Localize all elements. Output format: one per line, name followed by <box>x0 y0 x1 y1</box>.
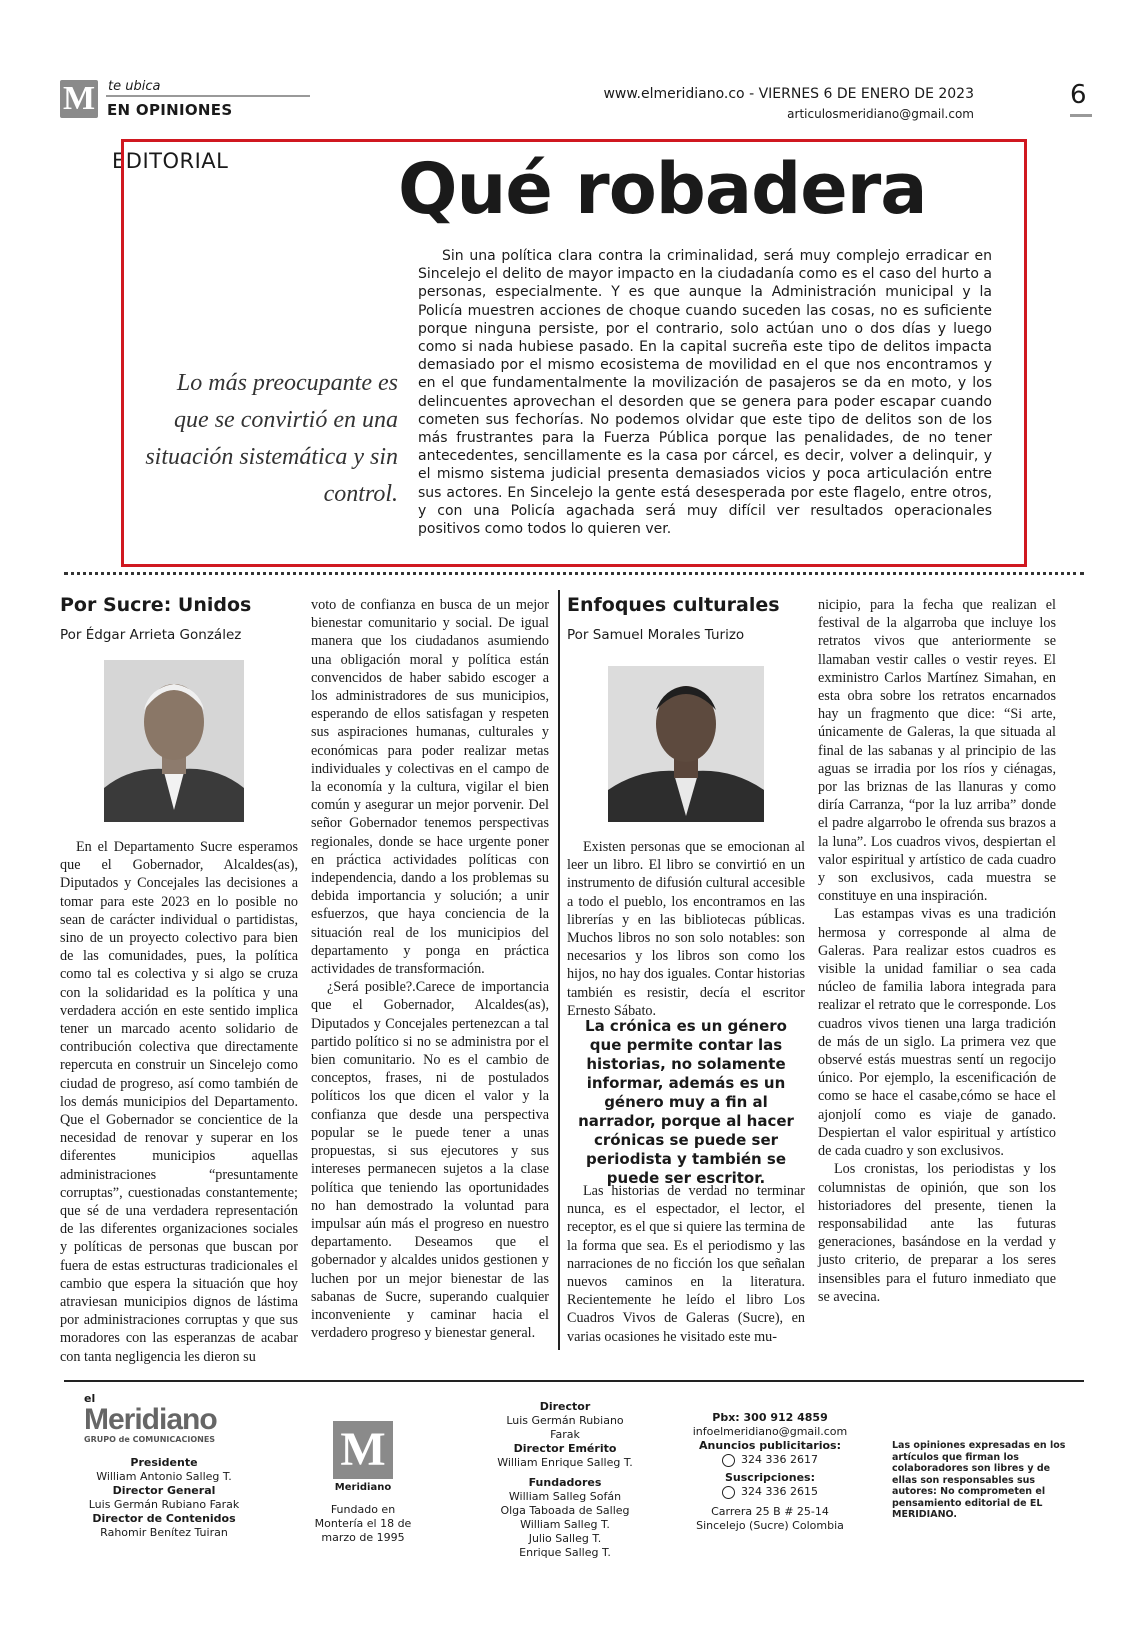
tagline: te ubica <box>108 79 161 94</box>
fundador-5: Enrique Salleg T. <box>519 1546 611 1559</box>
column1-paragraph-1: En el Departamento Sucre esperamos que el Gobernador, Alcaldes(as), Diputados y Concejales las decisiones a tomar para este 2023 en lo posible no sean de carácter individual o partidistas, sino de un proyecto colectivo para bien de las comunidades, pues, la política como tal es colectiva y si algo se cruza con la solidaridad es la política y una verdadera acción en este sentido implica tener un marcado acento solidario de contribución colectiva que directamente repercuta en construir un Sincelejo como ciudad de progreso, así como también de los demás municipios del Departamento. Que el Gobernador se concientice de la necesidad de renovar y superar en los diferentes municipios aquellas administraciones “presuntamente corruptas”, cuestionadas constantemente; que sé de una verdadera representación de las diferentes organizaciones sociales y políticas de personas que buscan por fuera de estas estructuras tradicionales el cambio que espera la situación que hoy atraviesan municipios dignos de lástima por administraciones corruptas y que sus moradores con las esperanzas de acabar con tanta negligencia les dieron su <box>60 839 298 1365</box>
address-line-1: Carrera 25 B # 25-14 <box>711 1505 829 1518</box>
director-label: Director <box>539 1400 591 1413</box>
fundador-2: Olga Taboada de Salleg <box>500 1504 630 1517</box>
opinion-disclaimer: Las opiniones expresadas en los artículos que firman los colaboradores son libres y de ellas son responsables sus autores: No comprometen el pensamiento editorial de EL MERIDIANO. <box>892 1440 1066 1520</box>
column2-paragraph-4: Las estampas vivas es una tradición hermosa y corresponde al alma de Galeras. Para realizar estos cuadros es visible la unidad familiar o sea cada núcleo de familia labora integrada para realizar el retrato que le corresponde. Los cuadros vivos tienen una larga tradición de más de un siglo. La primera vez que observé estás muestras sentí un regocijo único. Por ejemplo, la escenificación de como se hace el casabe,cómo se hace el ajonjolí como es viaje de ganado. Despiertan el valor espiritual y artístico de cada cuadro y son exclusivos. <box>818 906 1056 1160</box>
page-number-rule <box>1070 114 1092 117</box>
whatsapp-icon <box>722 1486 735 1499</box>
address-line-2: Sincelejo (Sucre) Colombia <box>696 1519 844 1532</box>
author-photo-morales <box>608 666 764 822</box>
editorial-label: EDITORIAL <box>112 149 229 173</box>
column1-paragraph-3: ¿Será posible?.Carece de importancia que el Gobernador, Alcaldes(as), Diputados y Concejales pertenezcan a tal partido político si no se administra por el bien comunitario. No es el cambio de conceptos, frases, ni de postulados políticos los que dicen el valor y la confianza que desde una perspectiva popular se le puede tener a unas propuestas, si sus ejecutores y sus intereses permanecen sujetos a la clase política que teniendo las oportunidades no han demostrado la voluntad para impulsar aún más el progreso en nuestro departamento. Deseamos que el gobernador y alcaldes unidos gestionen y luchen por un mejor bienestar de las sabanas de Sucre, superando cualquier inconveniente y caminar hacia el verdadero progreso y bienestar general. <box>311 979 549 1342</box>
column2-text-right <box>818 596 1056 1306</box>
column-separator <box>558 590 560 1350</box>
column2-paragraph-2: Las historias de verdad no terminar nunca, es el espectador, el lector, el receptor, es el que si quiere las termina de la forma que sea. Es el periodismo y las narraciones de no ficción los que señalan nuevos caminos en la literatura. Recientemente he leído el libro Los Cuadros Vivos de Galeras (Sucre), en varias ocasiones he visitado este mu- <box>567 1183 805 1345</box>
fundadores-label: Fundadores <box>528 1476 602 1489</box>
founded-note: Fundado en Montería el 18 de marzo de 1995 <box>314 1503 412 1544</box>
column2-byline: Por Samuel Morales Turizo <box>567 627 745 643</box>
brand-small-text: el <box>84 1392 96 1405</box>
page-number: 6 <box>1070 80 1087 110</box>
column1-text-right <box>311 596 549 1342</box>
info-email: infoelmeridiano@gmail.com <box>692 1425 848 1438</box>
whatsapp-icon <box>722 1454 735 1467</box>
site-and-date: www.elmeridiano.co - VIERNES 6 DE ENERO DE 2023 <box>603 86 974 102</box>
fundador-1: William Salleg Sofán <box>508 1490 622 1503</box>
footer-brand <box>84 1392 244 1444</box>
director-emerito-label: Director Emérito <box>513 1442 617 1455</box>
footer-contact <box>690 1411 850 1533</box>
dir-general-name: Luis Germán Rubiano Farak <box>88 1498 240 1511</box>
editorial-pullquote: Lo más preocupante es que se convirtió en una situación sistemática y sin control. <box>145 370 398 507</box>
header-rule <box>106 95 310 97</box>
footer-direction <box>490 1400 640 1560</box>
mini-logo: M <box>333 1421 393 1479</box>
column2-paragraph-1: Existen personas que se emocionan al leer un libro. El libro se convirtió en un instrumento de difusión cultural accesible a todo el pueblo, los encontramos en las librerías y en las bibliotecas públicas. Muchos libros no son solo notables: son necesarios y los libros son como los hijos, no hay dos iguales. Contar historias también es resistir, decía el escritor Ernesto Sábato. <box>567 839 805 1019</box>
column1-text-left <box>60 838 298 1366</box>
column1-byline: Por Édgar Arrieta González <box>60 627 242 643</box>
anuncios-label: Anuncios publicitarios: <box>698 1439 842 1452</box>
fundador-3: William Salleg T. <box>520 1518 610 1531</box>
presidente-name: William Antonio Salleg T. <box>96 1470 232 1483</box>
column1-title: Por Sucre: Unidos <box>60 594 252 616</box>
author-photo-arrieta <box>104 660 244 822</box>
column2-text-left-bottom <box>567 1182 805 1346</box>
column2-paragraph-3: nicipio, para la fecha que realizan el festival de la algarroba que incluye los retratos vivos que anteriormente se llamaban vestir calles o vestir reyes. El exministro Carlos Martínez Simahan, en esta obra sobre los retratos encarnados hay un fragmento que dice: “Si arte, únicamente de Galeras, la que situada al final de las sabanas y al principio de las aguas se irradia por los ríos y ciénagas, por las briznas de las llanuras y como diría Carranza, “por la luz arriba” donde el padre algarrobo le ofrenda sus brazos a la luna”. Los cuadros vivos, despiertan el valor espiritual y artístico de cada cuadro y son exclusivos, cada muestra se constituye en una inspiración. <box>818 597 1056 905</box>
footer-rule <box>64 1380 1084 1382</box>
column1-paragraph-2: voto de confianza en busca de un mejor bienestar comunitario y social. De igual manera que los ciudadanos asumiendo una obligación moral y política están convencidos de haber sabido escoger a los administradores de sus municipios, esperando de ellos satisfagan y respeten sus aspiraciones humanas, culturales y económicas para poder realizar metas individuales y colectivas en el campo de la economía y la cultura, vigilar el bien común y asegurar un mejor porvenir. Del señor Gobernador tenemos perspectivas regionales, donde se hace urgente poner en práctica actividades políticas con independencia, dando a los problemas su debida importancia y solución; a unir esfuerzos, que haya conciencia de la situación real de los municipios del departamento y ponga en práctica actividades de transformación. <box>311 597 549 978</box>
dir-contenidos-label: Director de Contenidos <box>92 1512 236 1525</box>
mini-logo-name: Meridiano <box>334 1482 392 1493</box>
anuncios-row <box>690 1453 850 1467</box>
brand-logo-text: Meridiano <box>84 1403 217 1436</box>
meridiano-logo: M <box>60 80 98 118</box>
column2-callout: La crónica es un género que permite contar las historias, no solamente informar, además es un género muy a fin al narrador, porque al hacer crónicas se puede ser periodista y también se puede ser escritor. <box>578 1017 794 1187</box>
suscripciones-phone: 324 336 2615 <box>741 1485 818 1498</box>
footer-directors <box>64 1456 264 1540</box>
column2-title: Enfoques culturales <box>567 594 780 616</box>
pbx: Pbx: 300 912 4859 <box>712 1411 828 1424</box>
section-divider <box>64 572 1084 575</box>
editorial-body: Sin una política clara contra la criminalidad, será muy complejo erradicar en Sincelejo el delito de mayor impacto en la ciudadanía como es el caso del hurto a personas, especialmente. Y es que aunque la Administración municipal y la Policía muestren acciones de choque cuando suceden las cosas, no es suficiente porque ninguna persiste, por el contrario, solo actúan uno o dos días y luego como si nada hubiese pasado. En la capital sucreña este tipo de delitos impacta demasiado por el mismo ecosistema de movilidad en el que nos encontramos y en el que fundamentalmente la movilización de pasajeros se da en moto, y los delincuentes aprovechan el desorden que se genera para poder escapar cuando cometen sus fechorías. No podemos olvidar que este tipo de delitos son de los más frustrantes para la Fuerza Pública porque las penalidades, de no tener antecedentes, sencillamente es la casa por cárcel, es decir, volver a delinquir, y el mismo sistema judicial presenta demasiados vicios y poca articulación entre sus actores. En Sincelejo la gente está desesperada por este flagelo, entre otros, y con una Policía agachada será muy difícil ver resultados operacionales positivos como todos lo quieren ver. <box>418 248 992 538</box>
brand-subtitle: GRUPO de COMUNICACIONES <box>84 1435 216 1444</box>
director-name: Luis Germán Rubiano Farak <box>506 1414 624 1441</box>
editorial-headline: Qué robadera <box>398 148 927 230</box>
dir-general-label: Director General <box>112 1484 216 1497</box>
fundador-4: Julio Salleg T. <box>528 1532 602 1545</box>
contact-email: articulosmeridiano@gmail.com <box>787 107 974 121</box>
presidente-label: Presidente <box>130 1456 198 1469</box>
dir-contenidos-name: Rahomir Benítez Tuiran <box>100 1526 228 1539</box>
suscripciones-label: Suscripciones: <box>725 1471 815 1484</box>
suscripciones-row <box>690 1485 850 1499</box>
column2-paragraph-5: Los cronistas, los periodistas y los columnistas de opinión, que son los historiadores del presente, tienen la responsabilidad ante las futuras generaciones, basándose en la verdad y justo criterio, de preparar a los seres insensibles para el futuro inmediato que se avecina. <box>818 1161 1056 1305</box>
section-label: EN OPINIONES <box>107 101 233 119</box>
director-emerito-name: William Enrique Salleg T. <box>497 1456 633 1469</box>
anuncios-phone: 324 336 2617 <box>741 1453 818 1466</box>
column2-text-left <box>567 838 805 1020</box>
